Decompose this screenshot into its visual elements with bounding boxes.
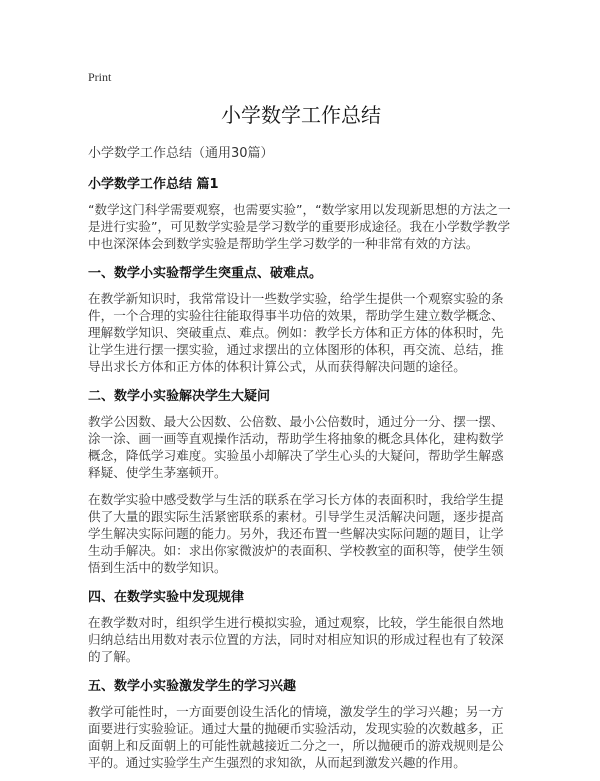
paragraph: “数学这门科学需要观察，也需要实验”，“数学家用以发现新思想的方法之一是进行实验”，可见数学实验是学习数学的重要形成途径。我在小学数学教学中也深深体会到数学实验是帮助学生学习数学的一种非常有效的方法。 — [88, 202, 511, 251]
paragraph: 教学可能性时，一方面要创设生活化的情境，激发学生的学习兴趣；另一方面要进行实验验证。通过大量的抛硬币实验活动，发现实验的次数越多，正面朝上和反面朝上的可能性就越接近二分之一，所以抛硬币的游戏规则是公平的。通过实验学生产生强烈的求知欲，从而起到激发兴趣的作用。 — [88, 704, 504, 770]
paragraph: 在教学新知识时，我常常设计一些数学实验，给学生提供一个观察实验的条件，一个合理的实验往往能取得事半功倍的效果，帮助学生建立数学概念、理解数学知识、突破重点、难点。例如：教学长方体和正方体的体积时，先让学生进行摆一摆实验，通过求摆出的立体图形的体积，再交流、总结，推导出求长方体和正方体的体积计算公式，从而获得解决问题的途径。 — [88, 291, 504, 374]
subsection-heading: 一、数学小实验帮学生突重点、破难点。 — [88, 266, 323, 281]
page-title: 小学数学工作总结 — [221, 103, 381, 127]
paragraph: 在教学数对时，组织学生进行模拟实验，通过观察，比较，学生能很自然地归纳总结出用数对表示位置的方法，同时对相应知识的形成过程也有了较深的了解。 — [88, 615, 504, 664]
subsection-heading: 五、数学小实验激发学生的学习兴趣 — [88, 679, 297, 694]
print-label[interactable]: Print — [88, 70, 112, 84]
document-page — [88, 70, 514, 781]
subsection-heading: 四、在数学实验中发现规律 — [88, 590, 245, 605]
document-body — [88, 201, 514, 771]
paragraph: 在数学实验中感受数学与生活的联系在学习长方体的表面积时，我给学生提供了大量的跟实际生活紧密联系的素材。引导学生灵活解决问题，逐步提高学生解决实际问题的能力。另外，我还布置一些解决实际问题的题目，让学生动手解决。如：求出你家微波炉的表面积、学校教室的面积等，使学生领悟到生活中的数学知识。 — [88, 492, 504, 575]
paragraph: 教学公因数、最大公因数、公倍数、最小公倍数时，通过分一分、摆一摆、涂一涂、画一画等直观操作活动，帮助学生将抽象的概念具体化，建构数学概念，降低学习难度。实验虽小却解决了学生心头的大疑问，帮助学生解惑释疑、使学生茅塞顿开。 — [88, 414, 504, 480]
section-heading: 小学数学工作总结 篇1 — [88, 177, 219, 192]
document-subtitle: 小学数学工作总结（通用30篇） — [88, 146, 274, 161]
subsection-heading: 二、数学小实验解决学生大疑问 — [88, 389, 271, 404]
